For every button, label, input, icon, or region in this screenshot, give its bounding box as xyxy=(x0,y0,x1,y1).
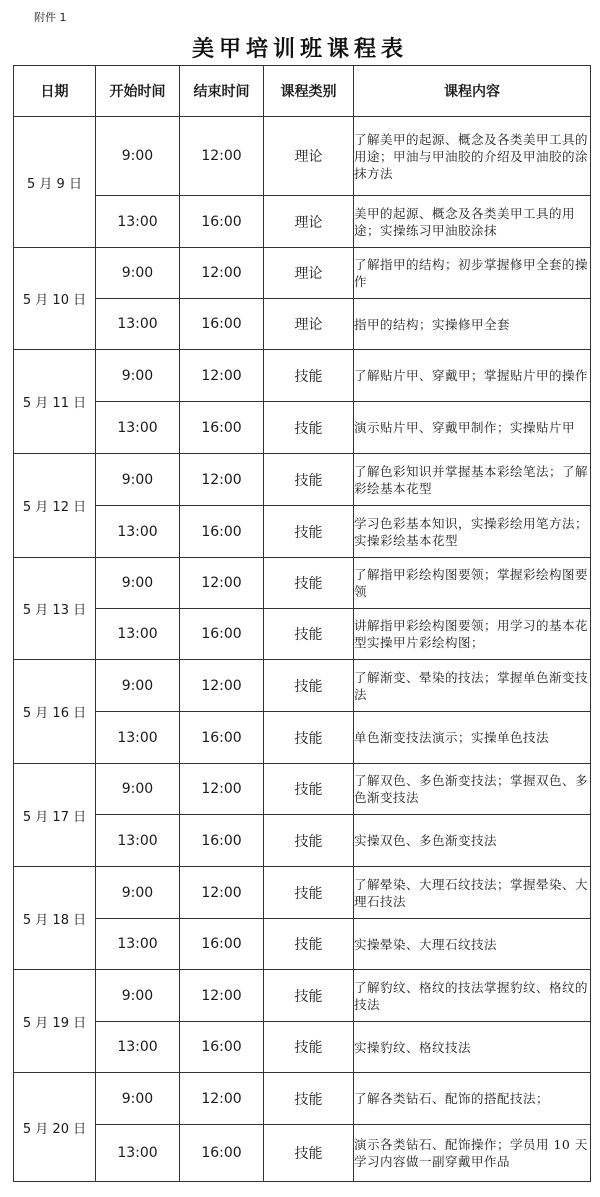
table-row xyxy=(14,402,591,454)
course-type-cell: 技能 xyxy=(264,506,354,558)
table-row xyxy=(14,558,591,609)
table-row xyxy=(14,248,591,299)
end-time-cell: 16:00 xyxy=(180,712,264,764)
table-row xyxy=(14,764,591,815)
schedule-table xyxy=(13,65,591,1182)
start-time-cell: 13:00 xyxy=(96,1022,180,1073)
course-type-cell: 技能 xyxy=(264,558,354,609)
course-content-cell: 演示各类钻石、配饰操作；学员用 10 天学习内容做一副穿戴甲作品 xyxy=(354,1125,591,1182)
date-cell: 5 月 13 日 xyxy=(14,558,96,660)
course-content-cell: 了解色彩知识并掌握基本彩绘笔法；了解彩绘基本花型 xyxy=(354,454,591,506)
course-type-cell: 理论 xyxy=(264,196,354,248)
course-type-cell: 技能 xyxy=(264,970,354,1022)
page-title: 美甲培训班课程表 xyxy=(191,36,408,62)
course-content-cell: 指甲的结构；实操修甲全套 xyxy=(354,299,591,350)
course-type-cell: 技能 xyxy=(264,454,354,506)
end-time-cell: 16:00 xyxy=(180,609,264,660)
table-row xyxy=(14,867,591,919)
course-type-cell: 技能 xyxy=(264,764,354,815)
end-time-cell: 12:00 xyxy=(180,454,264,506)
table-row xyxy=(14,350,591,402)
course-content-cell: 了解晕染、大理石纹技法；掌握晕染、大理石技法 xyxy=(354,867,591,919)
start-time-cell: 9:00 xyxy=(96,660,180,712)
course-type-cell: 技能 xyxy=(264,609,354,660)
attachment-label: 附件 1 xyxy=(34,11,67,24)
end-time-cell: 16:00 xyxy=(180,402,264,454)
end-time-cell: 16:00 xyxy=(180,1022,264,1073)
course-content-cell: 了解美甲的起源、概念及各类美甲工具的用途；甲油与甲油胶的介绍及甲油胶的涂抹方法 xyxy=(354,117,591,196)
course-content-cell: 美甲的起源、概念及各类美甲工具的用途；实操练习甲油胶涂抹 xyxy=(354,196,591,248)
date-cell: 5 月 12 日 xyxy=(14,454,96,558)
course-type-cell: 技能 xyxy=(264,1125,354,1182)
date-cell: 5 月 18 日 xyxy=(14,867,96,970)
table-row xyxy=(14,1022,591,1073)
course-type-cell: 技能 xyxy=(264,402,354,454)
end-time-cell: 12:00 xyxy=(180,1073,264,1125)
header-course-content: 课程内容 xyxy=(354,66,591,117)
start-time-cell: 9:00 xyxy=(96,867,180,919)
start-time-cell: 13:00 xyxy=(96,299,180,350)
course-content-cell: 了解指甲的结构；初步掌握修甲全套的操作 xyxy=(354,248,591,299)
start-time-cell: 13:00 xyxy=(96,919,180,970)
course-type-cell: 技能 xyxy=(264,867,354,919)
course-type-cell: 技能 xyxy=(264,1022,354,1073)
course-type-cell: 理论 xyxy=(264,117,354,196)
table-row xyxy=(14,506,591,558)
date-cell: 5 月 10 日 xyxy=(14,248,96,350)
end-time-cell: 16:00 xyxy=(180,196,264,248)
header-end-time: 结束时间 xyxy=(180,66,264,117)
start-time-cell: 9:00 xyxy=(96,970,180,1022)
table-row xyxy=(14,117,591,196)
table-row xyxy=(14,1125,591,1182)
start-time-cell: 9:00 xyxy=(96,764,180,815)
table-row xyxy=(14,454,591,506)
header-start-time: 开始时间 xyxy=(96,66,180,117)
start-time-cell: 13:00 xyxy=(96,609,180,660)
end-time-cell: 16:00 xyxy=(180,506,264,558)
table-row xyxy=(14,970,591,1022)
table-row xyxy=(14,660,591,712)
course-content-cell: 实操豹纹、格纹技法 xyxy=(354,1022,591,1073)
table-row xyxy=(14,196,591,248)
course-content-cell: 了解双色、多色渐变技法；掌握双色、多色渐变技法 xyxy=(354,764,591,815)
table-row xyxy=(14,815,591,867)
start-time-cell: 13:00 xyxy=(96,1125,180,1182)
course-content-cell: 了解贴片甲、穿戴甲；掌握贴片甲的操作 xyxy=(354,350,591,402)
end-time-cell: 12:00 xyxy=(180,970,264,1022)
course-content-cell: 单色渐变技法演示；实操单色技法 xyxy=(354,712,591,764)
table-row xyxy=(14,609,591,660)
course-content-cell: 实操晕染、大理石纹技法 xyxy=(354,919,591,970)
end-time-cell: 12:00 xyxy=(180,764,264,815)
course-type-cell: 技能 xyxy=(264,919,354,970)
course-content-cell: 讲解指甲彩绘构图要领；用学习的基本花型实操甲片彩绘构图； xyxy=(354,609,591,660)
course-type-cell: 技能 xyxy=(264,350,354,402)
end-time-cell: 12:00 xyxy=(180,660,264,712)
start-time-cell: 13:00 xyxy=(96,815,180,867)
date-cell: 5 月 16 日 xyxy=(14,660,96,764)
end-time-cell: 12:00 xyxy=(180,558,264,609)
start-time-cell: 9:00 xyxy=(96,454,180,506)
end-time-cell: 12:00 xyxy=(180,248,264,299)
end-time-cell: 12:00 xyxy=(180,117,264,196)
course-content-cell: 实操双色、多色渐变技法 xyxy=(354,815,591,867)
course-content-cell: 学习色彩基本知识，实操彩绘用笔方法；实操彩绘基本花型 xyxy=(354,506,591,558)
header-row xyxy=(14,66,591,117)
end-time-cell: 16:00 xyxy=(180,919,264,970)
schedule-body xyxy=(14,117,591,1182)
course-content-cell: 了解渐变、晕染的技法；掌握单色渐变技法 xyxy=(354,660,591,712)
date-cell: 5 月 19 日 xyxy=(14,970,96,1073)
course-type-cell: 技能 xyxy=(264,660,354,712)
course-content-cell: 了解指甲彩绘构图要领；掌握彩绘构图要领 xyxy=(354,558,591,609)
end-time-cell: 12:00 xyxy=(180,867,264,919)
date-cell: 5 月 20 日 xyxy=(14,1073,96,1182)
date-cell: 5 月 17 日 xyxy=(14,764,96,867)
end-time-cell: 16:00 xyxy=(180,815,264,867)
end-time-cell: 16:00 xyxy=(180,299,264,350)
date-cell: 5 月 9 日 xyxy=(14,117,96,248)
date-cell: 5 月 11 日 xyxy=(14,350,96,454)
course-content-cell: 了解各类钻石、配饰的搭配技法； xyxy=(354,1073,591,1125)
start-time-cell: 9:00 xyxy=(96,248,180,299)
course-type-cell: 理论 xyxy=(264,299,354,350)
start-time-cell: 13:00 xyxy=(96,712,180,764)
course-type-cell: 技能 xyxy=(264,712,354,764)
start-time-cell: 13:00 xyxy=(96,196,180,248)
table-row xyxy=(14,712,591,764)
end-time-cell: 16:00 xyxy=(180,1125,264,1182)
start-time-cell: 13:00 xyxy=(96,402,180,454)
start-time-cell: 9:00 xyxy=(96,1073,180,1125)
course-content-cell: 演示贴片甲、穿戴甲制作；实操贴片甲 xyxy=(354,402,591,454)
course-type-cell: 理论 xyxy=(264,248,354,299)
table-row xyxy=(14,919,591,970)
table-row xyxy=(14,1073,591,1125)
course-content-cell: 了解豹纹、格纹的技法掌握豹纹、格纹的技法 xyxy=(354,970,591,1022)
table-row xyxy=(14,299,591,350)
start-time-cell: 9:00 xyxy=(96,558,180,609)
start-time-cell: 13:00 xyxy=(96,506,180,558)
header-date: 日期 xyxy=(14,66,96,117)
end-time-cell: 12:00 xyxy=(180,350,264,402)
start-time-cell: 9:00 xyxy=(96,350,180,402)
header-course-type: 课程类别 xyxy=(264,66,354,117)
course-type-cell: 技能 xyxy=(264,815,354,867)
start-time-cell: 9:00 xyxy=(96,117,180,196)
course-type-cell: 技能 xyxy=(264,1073,354,1125)
